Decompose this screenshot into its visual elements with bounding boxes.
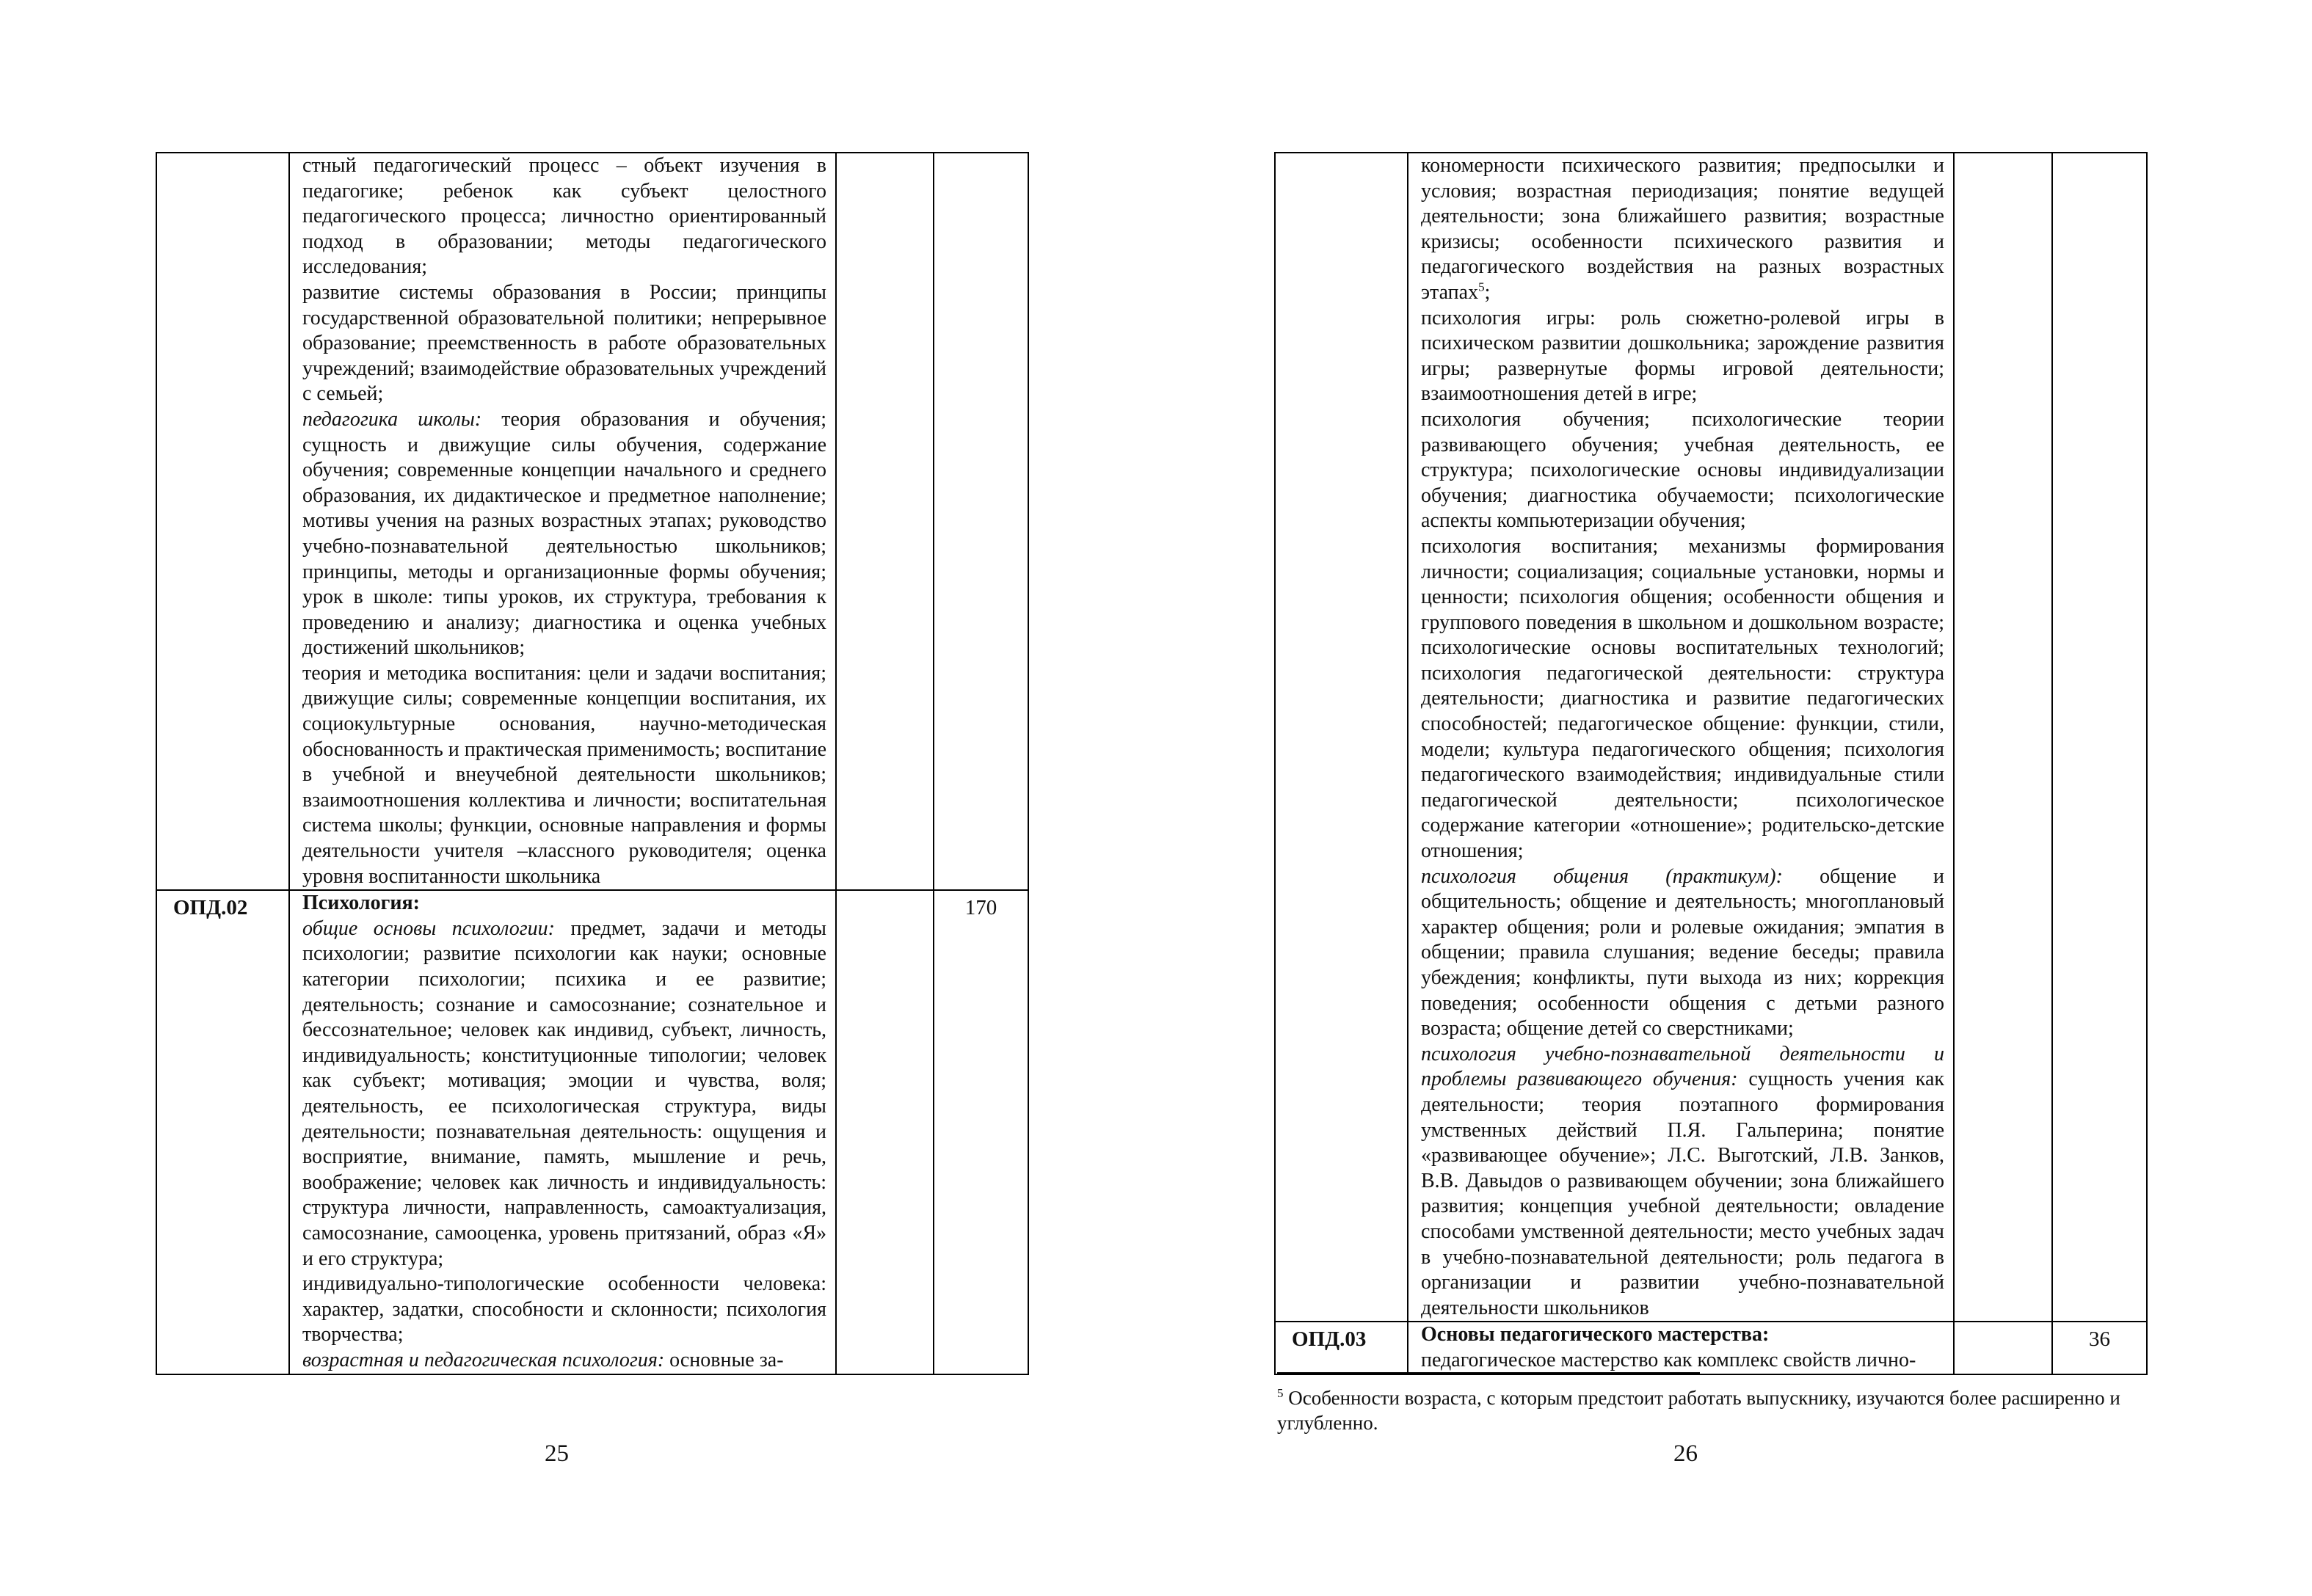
footnote-mark: 5 [1277, 1386, 1284, 1400]
paragraph: психология воспитания; механизмы формирования личности; социализация; социальные установки, нормы и ценности; психология общения; особенности общения и группового поведения в школьном и дошкольном возрасте; психологические основы воспитательных технологий; психология педагогической деятельности: структура деятельности; диагностика и развитие педагогических способностей; педагогическое общение: функции, стили, модели; культура педагогического общения; психология педагогического взаимодействия; индивидуальные стили педагогической деятельности; психологическое содержание категории «отношение»; родительско-детские отношения; [1421, 534, 1944, 863]
hours-value: 36 [2089, 1327, 2110, 1352]
paragraph: теория и методика воспитания: цели и задачи воспитания; движущие силы; современные концепции воспитания, их социокультурные основания, научно-методическая обоснованность и практическая применимость; воспитание в учебной и внеучебной деятельности школьников; взаимоотношения коллектива и личности; воспитательная система школы; функции, основные направления и формы деятельности учителя –классного руководителя; оценка уровня воспитанности школьника [302, 661, 826, 888]
paragraph-text: предмет, задачи и методы психологии; развитие психологии как науки; основные категории психологии; психика и ее развитие; деятельность; сознание и самосознание; сознательное и бессознательное; человек как индивид, субъект, личность, индивидуальность; конституционные типологии; человек как субъект; мотивация; эмоции и чувства, воля; деятельность, ее психологическая структура, виды деятельности; познавательная деятельность: ощущения и восприятие, внимание, память, мышление и речь, воображение; человек как личность и индивидуальность: структура личности, направленность, самоактуализация, самосознание, самооценка, уровень притязаний, образ «Я» и его структура; [302, 917, 826, 1270]
code-cell [1275, 153, 1408, 1322]
paragraph [302, 407, 826, 661]
footnote-text: Особенности возраста, с которым предстоит работать выпускнику, изучаются более расширенно и углубленно. [1277, 1387, 2120, 1434]
paragraph [302, 1348, 826, 1374]
hours-cell [934, 890, 1028, 1374]
curriculum-table-right [1274, 152, 2148, 1375]
paragraph-text: теория образования и обучения; сущность и движущие силы обучения, содержание обучения; современные концепции начального и среднего образования, их дидактическое и предметное наполнение; мотивы учения на разных возрастных этапах; руководство учебно-познавательной деятельностью школьников; принципы, методы и организационные формы обучения; урок в школе: типы уроков, их структура, требования к проведению и анализу; диагностика и оценка учебных достижений школьников; [302, 407, 827, 660]
paragraph: психология игры: роль сюжетно-ролевой игры в психическом развитии дошкольника; зарождение развития игры; развернутые формы игровой деятельности; взаимоотношения детей в игре; [1421, 306, 1944, 406]
code-cell [1275, 1322, 1408, 1374]
discipline-title: Психология: [302, 892, 420, 915]
paragraph-text: общение и общительность; общение и деятельность; многоплановый характер общения; роли и ролевые ожидания; эмпатия в общении; правила слушания; ведение беседы; правила убеждения; конфликты, пути выхода из них; коррекция поведения; особенности общения с детьми разного возраста; общение детей со сверстниками; [1421, 864, 1944, 1041]
content-cell [1408, 1322, 1954, 1374]
page-number: 26 [1673, 1440, 1698, 1467]
footnote [1277, 1385, 2158, 1435]
empty-cell [1954, 1322, 2052, 1374]
table-row [156, 890, 1028, 1374]
paragraph-tail: ; [1484, 280, 1491, 304]
paragraph [302, 917, 826, 1272]
paragraph: педагогическое мастерство как комплекс свойств лично- [1421, 1348, 1916, 1371]
empty-cell [934, 153, 1028, 890]
paragraph: стный педагогический процесс – объект изучения в педагогике; ребенок как субъект целостного педагогического процесса; личностно ориентированный подход в образовании; методы педагогического исследования; [302, 154, 826, 279]
paragraph [1421, 864, 1944, 1042]
discipline-code: ОПД.02 [173, 896, 248, 920]
table-row [156, 153, 1028, 890]
empty-cell [1954, 153, 2052, 1322]
discipline-title: Основы педагогического мастерства: [1421, 1323, 1770, 1347]
italic-term: возрастная и педагогическая психология: [302, 1348, 665, 1371]
code-cell [156, 890, 289, 1374]
paragraph [1421, 153, 1944, 306]
empty-cell [2052, 153, 2147, 1322]
table-row [1275, 1322, 2147, 1374]
footnote-divider [1277, 1372, 1700, 1374]
content-cell [289, 890, 836, 1374]
footnote-ref: 5 [1478, 280, 1485, 294]
discipline-code: ОПД.03 [1292, 1327, 1367, 1352]
content-cell [289, 153, 836, 890]
curriculum-table-left [156, 152, 1029, 1375]
italic-term: психология общения (практикум): [1421, 864, 1783, 888]
italic-term: педагогика школы: [302, 407, 482, 431]
paragraph-text: основные за- [664, 1348, 784, 1371]
empty-cell [836, 153, 934, 890]
paragraph-text: кономерности психического развития; предпосылки и условия; возрастная периодизация; понятие ведущей деятельности; зона ближайшего развития; возрастные кризисы; особенности психического развития и педагогического воздействия на разных возрастных этапах [1421, 154, 1944, 304]
paragraph [1421, 1042, 1944, 1322]
hours-value: 170 [964, 896, 997, 920]
paragraph-text: сущность учения как деятельности; теория поэтапного формирования умственных действий П.Я. Гальперина; понятие «развивающее обучение»; Л.С. Выготский, Л.В. Занков, В.В. Давыдов о развивающем обучении; зона ближайшего развития; концепция учебной деятельности; овладение способами умственной деятельности; место учебных задач в учебно-познавательной деятельности; роль педагога в организации и развитии учебно-познавательной деятельности школьников [1421, 1068, 1944, 1319]
table-row [1275, 153, 2147, 1322]
page-number: 25 [545, 1440, 569, 1467]
paragraph: психология обучения; психологические теории развивающего обучения; учебная деятельность, ее структура; психологические основы индивидуализации обучения; диагностика обучаемости; психологические аспекты компьютеризации обучения; [1421, 407, 1944, 533]
italic-term: психология учебно-познавательной деятельности и проблемы развивающего обучения: [1421, 1042, 1944, 1091]
italic-term: общие основы психологии: [302, 917, 555, 940]
paragraph: развитие системы образования в России; принципы государственной образовательной политики; непрерывное образование; преемственность в работе образовательных учреждений; взаимодействие образовательных учреждений с семьей; [302, 280, 826, 406]
content-cell [1408, 153, 1954, 1322]
page-26 [1156, 0, 2312, 1596]
hours-cell [2052, 1322, 2147, 1374]
code-cell [156, 153, 289, 890]
empty-cell [836, 890, 934, 1374]
paragraph: индивидуально-типологические особенности человека: характер, задатки, способности и склонности; психология творчества; [302, 1272, 826, 1347]
